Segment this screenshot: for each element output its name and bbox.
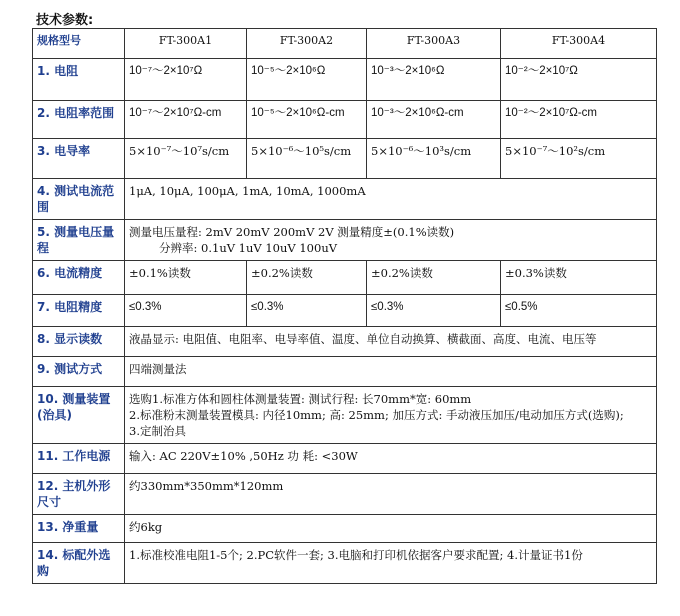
cell-value: 5×10⁻⁷～10²s/cm [501,139,657,179]
cell-value: ≤0.3% [247,295,367,327]
cell-value: 5×10⁻⁶～10³s/cm [367,139,501,179]
cell-value [125,387,657,444]
table-row [33,261,657,295]
table-row [33,59,657,101]
cell-value: ≤0.3% [367,295,501,327]
row-label: 4. 测试电流范围 [33,179,125,220]
table-row [33,139,657,179]
table-row [33,515,657,543]
cell-value: 10⁻⁷～2×10⁷Ω-cm [125,101,247,139]
page-title: 技术参数: [36,13,94,28]
table-row [33,387,657,444]
cell-value: 10⁻²～2×10⁷Ω [501,59,657,101]
cell-value: ≤0.3% [125,295,247,327]
cell-value: 液晶显示: 电阻值、电阻率、电导率值、温度、单位自动换算、横截面、高度、电流、电压等 [125,327,657,357]
cell-value: ±0.3%读数 [501,261,657,295]
row-label: 11. 工作电源 [33,444,125,474]
row-label: 13. 净重量 [33,515,125,543]
cell-value: 四端测量法 [125,357,657,387]
row-label: 14. 标配外选购 [33,543,125,584]
cell-value: 1μA, 10μA, 100μA, 1mA, 10mA, 1000mA [125,179,657,220]
row-label: 7. 电阻精度 [33,295,125,327]
row-label: 3. 电导率 [33,139,125,179]
cell-value: 10⁻⁵～2×10⁶Ω [247,59,367,101]
voltage-range-line: 测量电压量程: 2mV 20mV 200mV 2V 测量精度±(0.1%读数) [129,225,455,239]
cell-value: 输入: AC 220V±10% ,50Hz 功 耗: <30W [125,444,657,474]
cell-value: ±0.2%读数 [367,261,501,295]
cell-value: 5×10⁻⁷～10⁷s/cm [125,139,247,179]
cell-value: 10⁻³～2×10⁶Ω-cm [367,101,501,139]
row-label: 5. 测量电压量程 [33,220,125,261]
cell-value: 10⁻⁷～2×10⁷Ω [125,59,247,101]
header-row [33,29,657,59]
row-label: 6. 电流精度 [33,261,125,295]
resolution-text: 分辨率: 0.1uV 1uV 10uV 100uV [159,241,338,255]
resolution-line [129,240,652,256]
row-label: 8. 显示读数 [33,327,125,357]
table-row [33,444,657,474]
model-header: FT-300A3 [367,29,501,59]
fixture-line: 选购1.标准方体和圆柱体测量装置: 测试行程: 长70mm*宽: 60mm [129,392,472,406]
cell-value: 5×10⁻⁶～10⁵s/cm [247,139,367,179]
table-row [33,220,657,261]
cell-value: 1.标准校准电阻1-5个; 2.PC软件一套; 3.电脑和打印机依据客户要求配置; 4.计量证书1份 [125,543,657,584]
table-row [33,543,657,584]
cell-value: ±0.1%读数 [125,261,247,295]
fixture-line: 2.标准粉末测量装置模具: 内径10mm; 高: 25mm; 加压方式: 手动液压加压/电动加压方式(选购); [129,408,624,422]
row-label: 2. 电阻率范围 [33,101,125,139]
model-header: FT-300A4 [501,29,657,59]
cell-value: 10⁻²～2×10⁷Ω-cm [501,101,657,139]
cell-value: ≤0.5% [501,295,657,327]
row-label: 10. 测量装置(治具) [33,387,125,444]
cell-value: 约330mm*350mm*120mm [125,474,657,515]
fixture-line: 3.定制治具 [129,424,186,438]
row-label: 1. 电阻 [33,59,125,101]
cell-value: 约6kg [125,515,657,543]
table-row [33,474,657,515]
param-header: 规格型号 [33,29,125,59]
table-row [33,295,657,327]
row-label: 9. 测试方式 [33,357,125,387]
cell-value: 10⁻³～2×10⁶Ω [367,59,501,101]
cell-value: 10⁻⁵～2×10⁶Ω-cm [247,101,367,139]
table-row [33,101,657,139]
table-row [33,357,657,387]
table-row [33,327,657,357]
cell-value: ±0.2%读数 [247,261,367,295]
table-row [33,179,657,220]
spec-table [32,28,657,584]
model-header: FT-300A1 [125,29,247,59]
cell-value [125,220,657,261]
row-label: 12. 主机外形尺寸 [33,474,125,515]
model-header: FT-300A2 [247,29,367,59]
